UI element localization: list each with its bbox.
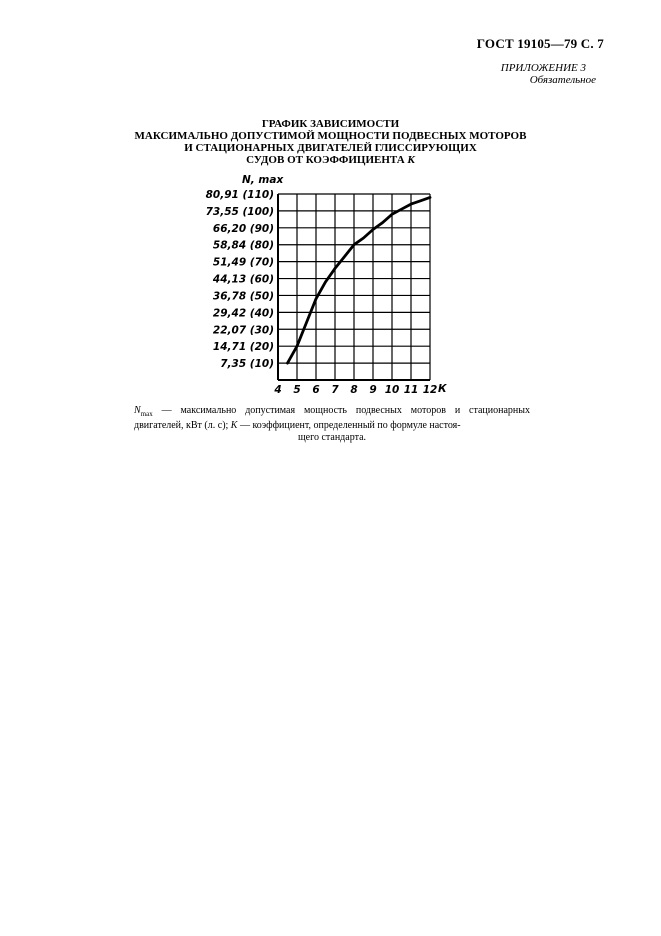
title-line-4-text: СУДОВ ОТ КОЭФФИЦИЕНТА [246,154,405,166]
y-tick-label: 58,84 (80) [212,239,274,252]
appendix-type: Обязательное [529,74,596,86]
title-line-2: МАКСИМАЛЬНО ДОПУСТИМОЙ МОЩНОСТИ ПОДВЕСНЫХ МОТОРОВ [134,130,527,142]
caption [134,405,530,444]
y-tick-label: 14,71 (20) [212,341,274,354]
caption-k-symbol: К [230,420,238,431]
page-header: ГОСТ 19105—79 С. 7 [476,36,604,51]
power-chart [200,170,460,400]
chart-grid [278,194,430,380]
y-tick-label: 36,78 (50) [212,290,274,303]
x-tick-label: 4 [274,384,282,396]
y-tick-label: 73,55 (100) [205,205,274,218]
caption-text-3: щего стандарта. [297,432,367,443]
title-k-symbol: К [407,154,415,166]
y-axis-labels [206,189,274,370]
y-tick-label: 22,07 (30) [212,324,274,337]
caption-text-2: — коэффициент, определенный по формуле настоя- [237,420,461,431]
y-axis-title: N, max [242,174,284,186]
title-line-4 [0,154,661,166]
x-tick-label: 11 [403,384,419,396]
appendix-number: ПРИЛОЖЕНИЕ 3 [500,62,586,74]
x-tick-label: 6 [312,384,320,396]
caption-text-1: — максимально допустимая мощность подвесных моторов и стационарных двигателей, кВт (л. с); [134,405,530,431]
x-tick-label: 10 [384,384,400,396]
y-tick-label: 44,13 (60) [212,273,274,286]
caption-n-symbol: N [134,405,141,416]
x-axis-labels [273,384,437,396]
y-tick-label: 66,20 (90) [212,222,274,235]
y-tick-label: 7,35 (10) [220,358,274,371]
caption-n-subscript: max [140,410,153,418]
y-tick-label: 51,49 (70) [212,256,274,269]
y-tick-label: 29,42 (40) [212,307,274,320]
x-tick-label: 5 [293,384,301,396]
title-line-3: И СТАЦИОНАРНЫХ ДВИГАТЕЛЕЙ ГЛИССИРУЮЩИХ [184,142,477,154]
chart-title [0,118,661,166]
x-tick-label: 12 [422,384,438,396]
x-axis-title: К [438,383,447,395]
y-tick-label: 80,91 (110) [205,189,274,201]
x-tick-label: 8 [350,384,358,396]
appendix-label [500,62,596,86]
power-curve [288,197,431,363]
x-tick-label: 7 [331,384,339,396]
x-tick-label: 9 [369,384,377,396]
title-line-1: ГРАФИК ЗАВИСИМОСТИ [261,118,400,130]
